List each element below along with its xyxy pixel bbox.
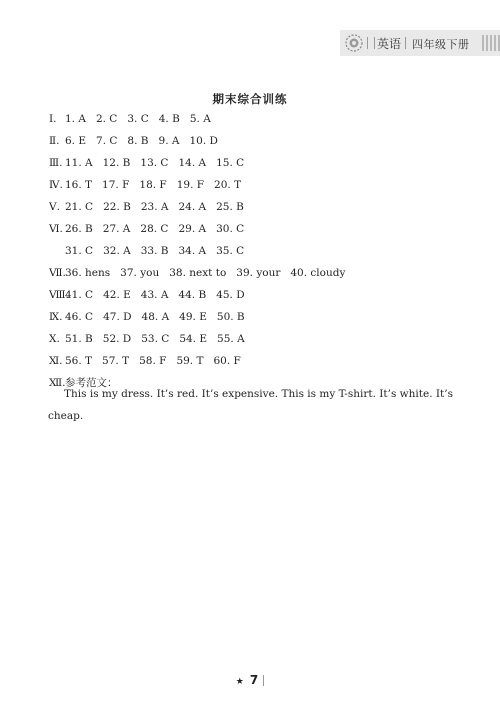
answer-line [49,262,469,284]
section-numeral: Ⅴ. [49,201,60,213]
answer-line [49,196,469,218]
running-header [340,30,500,56]
answer-line [49,306,469,328]
answer-line [49,218,469,240]
section-numeral: Ⅺ. [49,355,63,367]
page-number-divider [263,675,264,686]
answer-text: 26. B 27. A 28. C 29. A 30. C [65,223,245,235]
answer-text: 31. C 32. A 33. B 34. A 35. C [65,245,245,257]
header-subject: 英语 [377,37,402,51]
answer-text: 1. A 2. C 3. C 4. B 5. A [65,113,211,125]
answer-list [49,108,469,394]
answer-line [49,350,469,372]
essay-line: This is my dress. It’s red. It’s expensive. This is my T-shirt. It’s white. It’s [64,388,453,400]
answer-line [49,284,469,306]
section-numeral: Ⅱ. [49,135,60,147]
essay-line: cheap. [48,410,84,422]
answer-text: 51. B 52. D 53. C 54. E 55. A [65,333,245,345]
section-numeral: Ⅷ. [49,289,69,301]
section-title: 期末综合训练 [212,92,288,106]
answer-text: 46. C 47. D 48. A 49. E 50. B [65,311,245,323]
section-numeral: Ⅸ. [49,311,63,323]
answer-text: 6. E 7. C 8. B 9. A 10. D [65,135,218,147]
answer-text: 56. T 57. T 58. F 59. T 60. F [65,355,241,367]
page-number-text: 7 [249,673,259,687]
answer-text: 16. T 17. F 18. F 19. F 20. T [65,179,242,191]
answer-line [49,240,469,262]
answer-text: 41. C 42. E 43. A 44. B 45. D [65,289,245,301]
answer-line [49,152,469,174]
answer-text: 参考范文： [65,377,118,389]
section-numeral: Ⅵ. [49,223,63,235]
section-numeral: Ⅳ. [49,179,63,191]
header-divider [367,37,375,49]
section-numeral: Ⅰ. [49,113,57,125]
star-icon: ★ [235,677,244,687]
answer-text: 21. C 22. B 23. A 24. A 25. B [65,201,244,213]
section-numeral: Ⅹ. [49,333,60,345]
book-logo-icon [344,33,364,53]
answer-line [49,174,469,196]
header-grade: 四年级下册 [412,38,470,51]
answer-line [49,130,469,152]
answer-line [49,328,469,350]
answer-text: 11. A 12. B 13. C 14. A 15. C [65,157,245,169]
header-stripes-decoration [482,35,500,51]
answer-line [49,108,469,130]
page-number [0,673,500,687]
header-separator [405,37,406,49]
section-numeral: Ⅻ. [49,377,66,389]
answer-text: 36. hens 37. you 38. next to 39. your 40. cloudy [65,267,346,279]
section-numeral: Ⅶ. [49,267,66,279]
section-numeral: Ⅲ. [49,157,63,169]
